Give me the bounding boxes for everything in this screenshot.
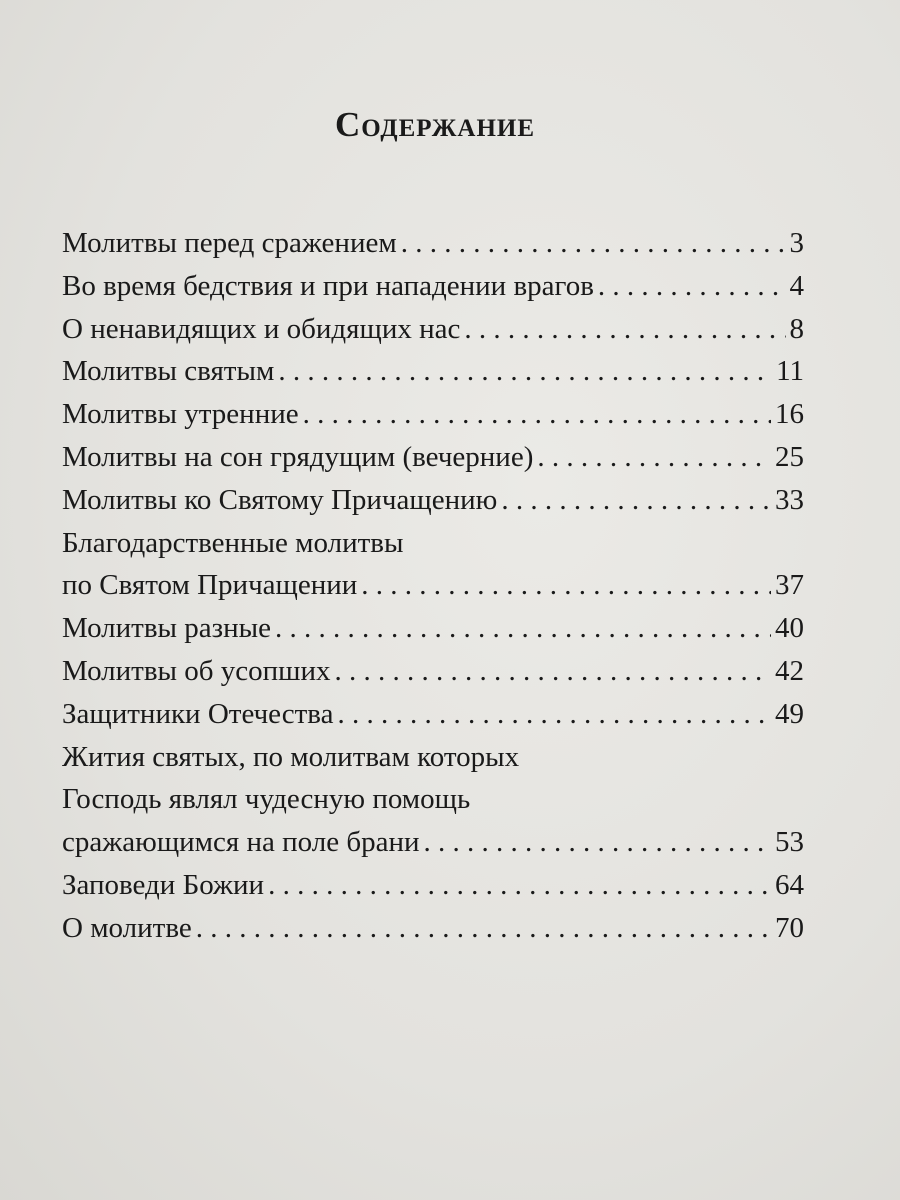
toc-entry <box>62 564 804 607</box>
dot-leader <box>464 308 785 351</box>
dot-leader <box>361 564 771 607</box>
toc-entry-title: по Святом Причащении <box>62 569 358 602</box>
toc-entry <box>62 650 804 693</box>
toc-entry-title: Молитвы об усопших <box>62 654 331 687</box>
toc-page-number: 16 <box>775 398 804 431</box>
toc-entry <box>62 607 804 650</box>
toc-entry-title: О ненавидящих и обидящих нас <box>62 312 461 345</box>
toc-entry-title: Молитвы святым <box>62 355 275 388</box>
toc-page-number: 8 <box>789 312 804 345</box>
toc-page-number: 11 <box>776 355 804 388</box>
toc-entry-title: Господь являл чудесную помощь <box>62 783 471 816</box>
toc-entry <box>62 479 804 522</box>
toc-page-number: 64 <box>775 868 804 901</box>
toc-page-number: 37 <box>775 569 804 602</box>
toc-entry-title: сражающимся на поле брани <box>62 826 420 859</box>
toc-entry-title: Молитвы ко Святому Причащению <box>62 483 498 516</box>
toc-page-number: 33 <box>775 483 804 516</box>
toc-page-number: 3 <box>789 227 804 259</box>
toc-entry <box>62 821 804 864</box>
toc-entry-continuation <box>62 778 804 821</box>
dot-leader <box>278 350 772 393</box>
toc-entry <box>62 393 804 436</box>
toc-entry-continuation <box>62 736 804 779</box>
dot-leader <box>338 693 772 736</box>
dot-leader <box>424 821 771 864</box>
toc-entry-continuation <box>62 522 804 565</box>
toc-page-number: 40 <box>775 612 804 645</box>
dot-leader <box>196 907 771 950</box>
toc-entry-title: Заповеди Божии <box>62 868 265 901</box>
toc-entry-title: Молитвы разные <box>62 612 271 645</box>
dot-leader <box>537 436 771 479</box>
toc-entry-title: Молитвы на сон грядущим (вечерние) <box>62 440 534 473</box>
toc-page-number: 25 <box>775 440 804 473</box>
toc-page-number: 4 <box>789 269 804 302</box>
dot-leader <box>598 265 786 308</box>
toc-page-number: 42 <box>775 654 804 687</box>
toc-page-number: 70 <box>775 911 804 944</box>
dot-leader <box>335 650 771 693</box>
dot-leader <box>275 607 771 650</box>
toc-entry <box>62 308 804 351</box>
toc-entry-title: Жития святых, по молитвам которых <box>62 740 520 773</box>
toc-entry <box>62 436 804 479</box>
page-title: Содержание <box>334 105 536 144</box>
toc-entry-title: Молитвы перед сражением <box>62 227 397 259</box>
toc-entry-title: Молитвы утренние <box>62 398 299 431</box>
dot-leader <box>268 864 771 907</box>
toc-entry-title: Благодарственные молитвы <box>62 526 404 559</box>
toc-page-number: 53 <box>775 826 804 859</box>
toc-entry <box>62 864 804 907</box>
toc-entry-title: Защитники Отечества <box>62 697 334 730</box>
dot-leader <box>303 393 771 436</box>
toc-entry <box>62 350 804 393</box>
toc-entry <box>62 265 804 308</box>
toc-entry <box>62 693 804 736</box>
toc-entry-title: Во время бедствия и при нападении врагов <box>62 269 594 302</box>
toc-page-number: 49 <box>775 697 804 730</box>
dot-leader <box>401 222 786 265</box>
toc-entry <box>62 907 804 950</box>
dot-leader <box>501 479 771 522</box>
table-of-contents <box>62 222 804 950</box>
toc-entry <box>62 222 804 265</box>
toc-entry-title: О молитве <box>62 911 192 944</box>
